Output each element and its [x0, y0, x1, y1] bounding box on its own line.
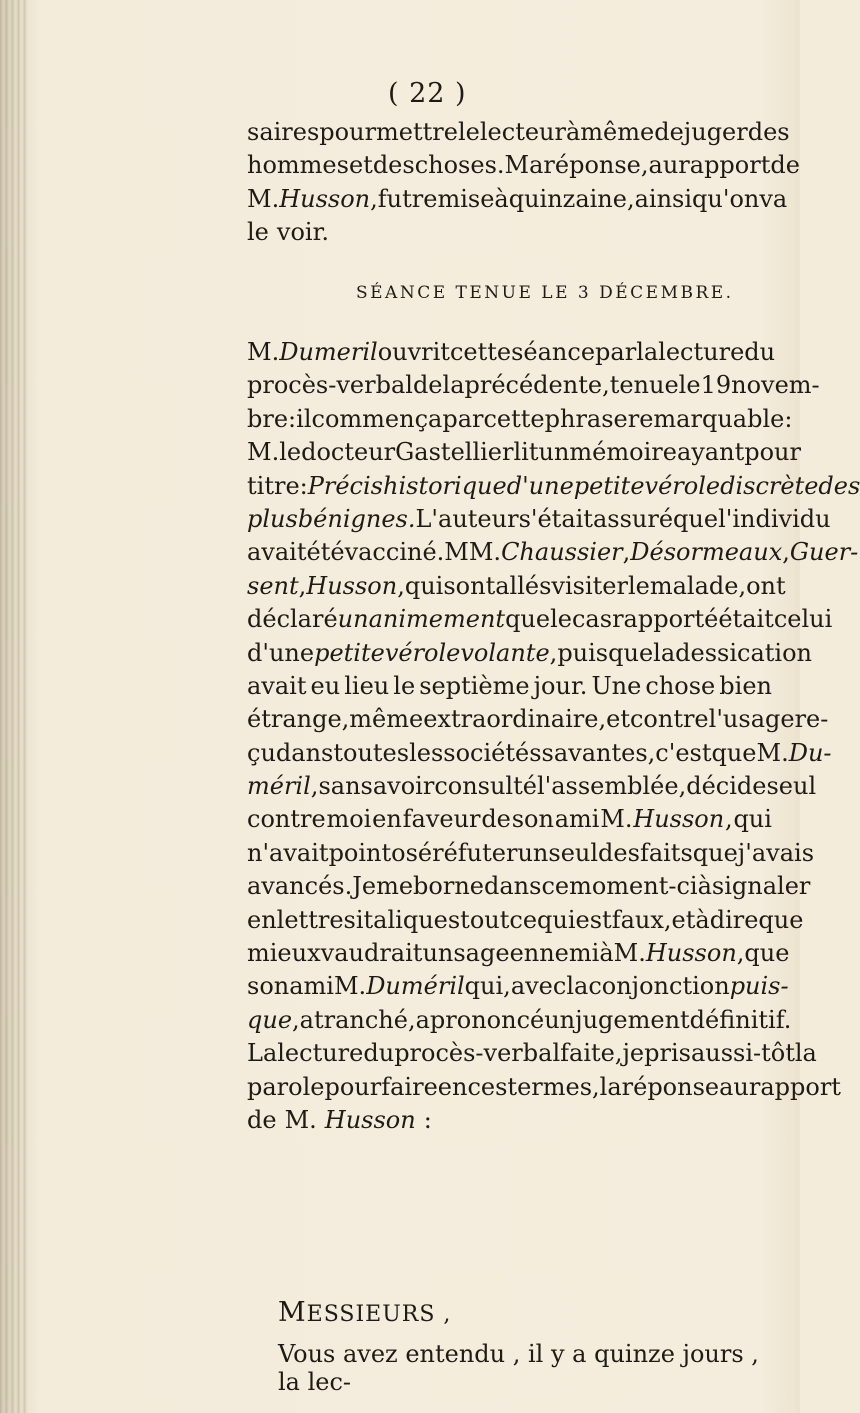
word: ouvrit: [377, 338, 450, 366]
word: le: [247, 218, 269, 247]
word: ayant: [676, 438, 745, 467]
text-line: [247, 570, 786, 603]
word: M.: [284, 1105, 317, 1134]
word: ,: [598, 705, 607, 734]
word: assuré: [592, 504, 674, 533]
word: sociétés: [443, 738, 542, 767]
word: ami: [554, 805, 600, 834]
word: a: [299, 1005, 314, 1034]
word: cas: [571, 605, 613, 634]
word: M.: [247, 338, 280, 366]
word: que: [744, 939, 790, 968]
word: celui: [773, 605, 833, 634]
word: un: [538, 438, 570, 467]
word: signaler: [711, 872, 811, 901]
word: tout: [460, 905, 510, 934]
word: au: [719, 1072, 749, 1101]
word: historique: [383, 471, 507, 500]
page-number: ( 22 ): [388, 78, 467, 109]
word: ,: [736, 939, 745, 968]
word: me: [376, 872, 414, 901]
word: lieu: [344, 671, 390, 700]
word: le: [457, 118, 480, 146]
word: vacciné.: [344, 538, 445, 567]
word: la: [599, 1072, 622, 1101]
word: déclaré: [247, 605, 338, 634]
text-line: [247, 470, 860, 503]
word: que: [505, 605, 551, 634]
word: M.: [333, 972, 367, 1001]
word: L'auteur: [415, 504, 519, 533]
word: ,: [370, 184, 378, 213]
word: petite: [573, 471, 645, 500]
text-line: [247, 536, 859, 569]
word: a: [415, 1005, 430, 1034]
word: ,: [663, 905, 672, 934]
word: commença: [311, 404, 443, 433]
text-line: [247, 216, 772, 249]
word: jour.: [533, 671, 588, 700]
word: ,: [622, 538, 631, 567]
word: l'individu: [718, 504, 831, 533]
word: des: [747, 118, 790, 146]
text-line: [247, 870, 811, 903]
word: ,: [725, 805, 733, 834]
word: sage: [453, 939, 510, 968]
word: son: [247, 972, 290, 1001]
text-line: [247, 1104, 772, 1137]
word: bien: [719, 671, 772, 700]
word: que: [247, 1005, 293, 1034]
word: rapport: [678, 151, 771, 180]
word: à: [565, 118, 581, 146]
word: le: [550, 605, 572, 634]
word: mieux: [247, 939, 321, 968]
word: définitif.: [689, 1005, 792, 1034]
word: réponse: [621, 1072, 720, 1101]
word: tranché: [313, 1005, 408, 1034]
word: M.: [247, 184, 280, 213]
word: en: [372, 805, 402, 834]
word: à: [599, 939, 614, 968]
word: M.: [600, 805, 633, 834]
word: Duméril: [366, 972, 465, 1001]
word: parole: [247, 1072, 325, 1101]
word: les: [409, 738, 444, 767]
word: Une: [591, 671, 642, 700]
text-line: [247, 837, 815, 870]
word: lecteur: [479, 118, 566, 146]
word: ,: [407, 1005, 416, 1034]
word: que: [673, 504, 719, 533]
word: osé: [391, 838, 433, 867]
word: rapport: [748, 1072, 841, 1101]
word: faire: [381, 1072, 438, 1101]
word: sont: [443, 571, 496, 600]
word: était: [718, 605, 774, 634]
text-line: [247, 803, 772, 836]
word: Dumeril: [279, 338, 378, 366]
word: vaudrait: [320, 939, 423, 968]
word: avait: [247, 538, 307, 567]
word: ,: [341, 705, 350, 734]
session-heading: SÉANCE TENUE LE 3 DÉCEMBRE.: [356, 283, 734, 303]
word: eu: [310, 671, 341, 700]
word: Husson: [633, 805, 725, 834]
text-line: [247, 1004, 792, 1037]
word: moi: [326, 805, 372, 834]
word: La: [247, 1039, 278, 1068]
word: MM.: [444, 538, 502, 567]
word: toutes: [333, 738, 410, 767]
text-line: [247, 403, 793, 436]
word: lettres: [276, 905, 356, 934]
word: moment-ci: [569, 872, 698, 901]
word: ,: [397, 571, 405, 600]
word: qui: [404, 571, 444, 600]
word: précédente: [464, 371, 603, 400]
word: la: [442, 371, 465, 400]
word: au: [648, 151, 679, 180]
word: dans: [483, 872, 542, 901]
word: borne: [413, 872, 484, 901]
word: qui: [537, 905, 576, 934]
text-line: [247, 970, 789, 1003]
word: 19: [700, 371, 732, 400]
word: faveur: [402, 805, 481, 834]
word: ce: [541, 872, 570, 901]
word: savantes,: [541, 738, 656, 767]
word: termes,: [507, 1072, 600, 1101]
word: avec: [510, 972, 567, 1001]
text-line: [247, 1071, 841, 1104]
word: et: [671, 905, 696, 934]
word: septième: [419, 671, 530, 700]
word: des: [818, 471, 860, 500]
word: Husson: [306, 571, 398, 600]
word: :: [288, 404, 297, 433]
word: en: [437, 1072, 468, 1101]
word: fut: [377, 184, 412, 213]
word: s'était: [518, 504, 593, 533]
word: extraordinaire: [423, 705, 599, 734]
text-line: [247, 149, 800, 182]
word: par: [595, 338, 637, 366]
word: la: [794, 1039, 817, 1068]
word: en: [247, 905, 277, 934]
word: cette: [483, 404, 545, 433]
text-line: [247, 503, 831, 536]
salutation-rest: ESSIEURS ,: [306, 1302, 452, 1327]
word: unanimement: [337, 605, 506, 634]
word: de: [654, 118, 684, 146]
word: avancés.: [247, 872, 353, 901]
text-line: [247, 703, 829, 736]
word: dans: [275, 738, 334, 767]
word: puis-: [729, 972, 789, 1001]
word: M.: [756, 738, 789, 767]
word: M.: [613, 939, 646, 968]
word: ennemi: [509, 939, 600, 968]
word: qui: [733, 805, 772, 834]
word: :: [299, 471, 308, 500]
word: à: [695, 905, 710, 934]
word: malade: [649, 571, 739, 600]
word: Gastellier: [395, 438, 514, 467]
text-line: [247, 183, 788, 216]
word: ami: [289, 972, 334, 1001]
word: voir.: [276, 218, 330, 247]
word: discrète: [720, 471, 819, 500]
word: vérole: [384, 638, 461, 667]
word: contre: [247, 805, 326, 834]
word: le: [393, 671, 416, 700]
word: plus: [247, 504, 298, 533]
word: dire: [709, 905, 759, 934]
word: bre: [247, 404, 289, 433]
word: vérole: [644, 471, 721, 500]
word: cette: [449, 338, 512, 366]
word: méril: [247, 772, 311, 801]
word: l'assemblée,: [536, 772, 687, 801]
word: un: [517, 838, 549, 867]
text-line: [247, 637, 812, 670]
word: procès-verbal: [247, 371, 413, 400]
word: visiter: [551, 571, 628, 600]
word: je: [622, 1039, 645, 1068]
word: d'une: [247, 638, 315, 667]
text-line: [247, 937, 790, 970]
word: n'avait: [247, 838, 329, 867]
text-line: [247, 737, 832, 770]
word: rapporté: [612, 605, 719, 634]
word: ,: [298, 571, 307, 600]
word: docteur: [301, 438, 396, 467]
text-line: [247, 436, 801, 469]
word: la: [653, 638, 676, 667]
word: des: [372, 151, 415, 180]
word: séance: [511, 338, 596, 366]
word: petite: [314, 638, 385, 667]
word: la: [636, 338, 659, 366]
word: faits: [639, 838, 693, 867]
word: du: [363, 1039, 395, 1068]
word: lit: [513, 438, 539, 467]
text-line: [247, 770, 817, 803]
word: et: [348, 151, 373, 180]
word: tenue: [609, 371, 679, 400]
word: qu'on: [692, 184, 760, 213]
word: ,: [738, 571, 747, 600]
word: est: [575, 905, 612, 934]
word: faite,: [560, 1039, 623, 1068]
word: dessication: [675, 638, 812, 667]
word: c'est: [655, 738, 712, 767]
final-line: Vous avez entendu , il y a quinze jours , la lec-: [278, 1340, 759, 1396]
word: remarquable: [627, 404, 785, 433]
word: le: [627, 571, 650, 600]
word: pris: [644, 1039, 691, 1068]
word: avait: [247, 671, 307, 700]
word: ,: [310, 772, 319, 801]
word: aussi-tôt: [690, 1039, 795, 1068]
word: Ma: [504, 151, 544, 180]
word: italiques: [355, 905, 461, 934]
word: point: [328, 838, 392, 867]
word: novem-: [731, 371, 820, 400]
word: mémoire: [569, 438, 677, 467]
word: ,: [292, 1005, 300, 1034]
word: le: [279, 438, 302, 467]
word: lecture: [277, 1039, 364, 1068]
word: M.: [247, 438, 280, 467]
word: de: [412, 371, 443, 400]
word: volante: [460, 638, 550, 667]
word: consulté: [434, 772, 537, 801]
word: même: [580, 118, 655, 146]
word: décide: [686, 772, 767, 801]
word: mettre: [376, 118, 458, 146]
word: :: [423, 1105, 432, 1134]
text-line: [247, 1037, 817, 1070]
word: son: [511, 805, 554, 834]
word: il: [296, 404, 312, 433]
word: des: [598, 838, 640, 867]
word: juger: [683, 118, 748, 146]
word: phrase: [544, 404, 628, 433]
word: sans: [318, 772, 373, 801]
word: de: [247, 1105, 277, 1134]
word: ce: [509, 905, 538, 934]
word: été: [306, 538, 345, 567]
paragraph-opening: [247, 116, 800, 250]
text-line: [247, 336, 776, 369]
word: avoir: [372, 772, 435, 801]
word: un: [544, 1005, 576, 1034]
word: pour: [324, 1072, 382, 1101]
word: et: [606, 705, 630, 734]
word: jugement: [575, 1005, 690, 1034]
word: le: [678, 371, 701, 400]
word: seul: [548, 838, 599, 867]
word: chose: [645, 671, 716, 700]
word: ,: [503, 972, 511, 1001]
word: Je: [352, 872, 377, 901]
word: Husson: [645, 939, 737, 968]
word: Précis: [307, 471, 383, 500]
word: la: [566, 972, 589, 1001]
word: à: [697, 872, 712, 901]
text-line: [247, 670, 772, 703]
word: puisque: [557, 638, 654, 667]
word: Husson: [279, 184, 371, 213]
salutation: [278, 1297, 451, 1328]
word: sent: [247, 571, 299, 600]
word: Guer-: [789, 538, 859, 567]
word: d'une: [506, 471, 574, 500]
word: choses.: [414, 151, 505, 180]
word: saires: [247, 118, 320, 146]
word: çu: [247, 738, 276, 767]
word: étrange: [247, 705, 342, 734]
word: re-: [794, 705, 829, 734]
word: de: [481, 805, 511, 834]
word: que: [711, 738, 757, 767]
word: j'avais: [737, 838, 815, 867]
word: conjonction: [588, 972, 730, 1001]
word: Chaussier: [501, 538, 623, 567]
word: prononcé: [429, 1005, 545, 1034]
paragraph-session-report: [247, 336, 860, 1137]
word: ,: [640, 151, 649, 180]
word: titre: [247, 471, 300, 500]
word: du: [744, 338, 776, 366]
word: ,: [782, 538, 790, 567]
word: allés: [495, 571, 552, 600]
word: pour: [744, 438, 801, 467]
page-binding-edge: [0, 0, 28, 1413]
word: quinzaine,: [508, 184, 635, 213]
word: :: [784, 404, 793, 433]
word: pour: [319, 118, 377, 146]
word: réfuter: [432, 838, 518, 867]
word: contre: [629, 705, 709, 734]
word: par: [442, 404, 484, 433]
word: seul: [766, 772, 817, 801]
word: ont: [746, 571, 786, 600]
word: que: [758, 905, 804, 934]
word: à: [494, 184, 509, 213]
word: lecture: [658, 338, 745, 366]
word: ainsi: [634, 184, 693, 213]
word: ,: [549, 638, 558, 667]
word: procès-verbal: [394, 1039, 561, 1068]
word: ,: [602, 371, 610, 400]
word: qui: [464, 972, 504, 1001]
word: hommes: [247, 151, 349, 180]
word: remise: [411, 184, 495, 213]
word: Du-: [788, 738, 832, 767]
word: un: [422, 939, 454, 968]
word: de: [770, 151, 800, 180]
word: Husson: [324, 1105, 416, 1134]
word: réponse: [543, 151, 641, 180]
word: même: [349, 705, 424, 734]
text-line: [247, 369, 820, 402]
text-line: [247, 904, 804, 937]
word: que: [692, 838, 738, 867]
word: l'usage: [708, 705, 795, 734]
word: ces: [467, 1072, 508, 1101]
word: Désormeaux: [630, 538, 783, 567]
word: va: [759, 184, 788, 213]
salutation-initial: M: [278, 1297, 307, 1328]
word: faux: [611, 905, 664, 934]
word: bénignes.: [297, 504, 416, 533]
text-line: [247, 603, 833, 636]
text-line: [247, 116, 790, 149]
